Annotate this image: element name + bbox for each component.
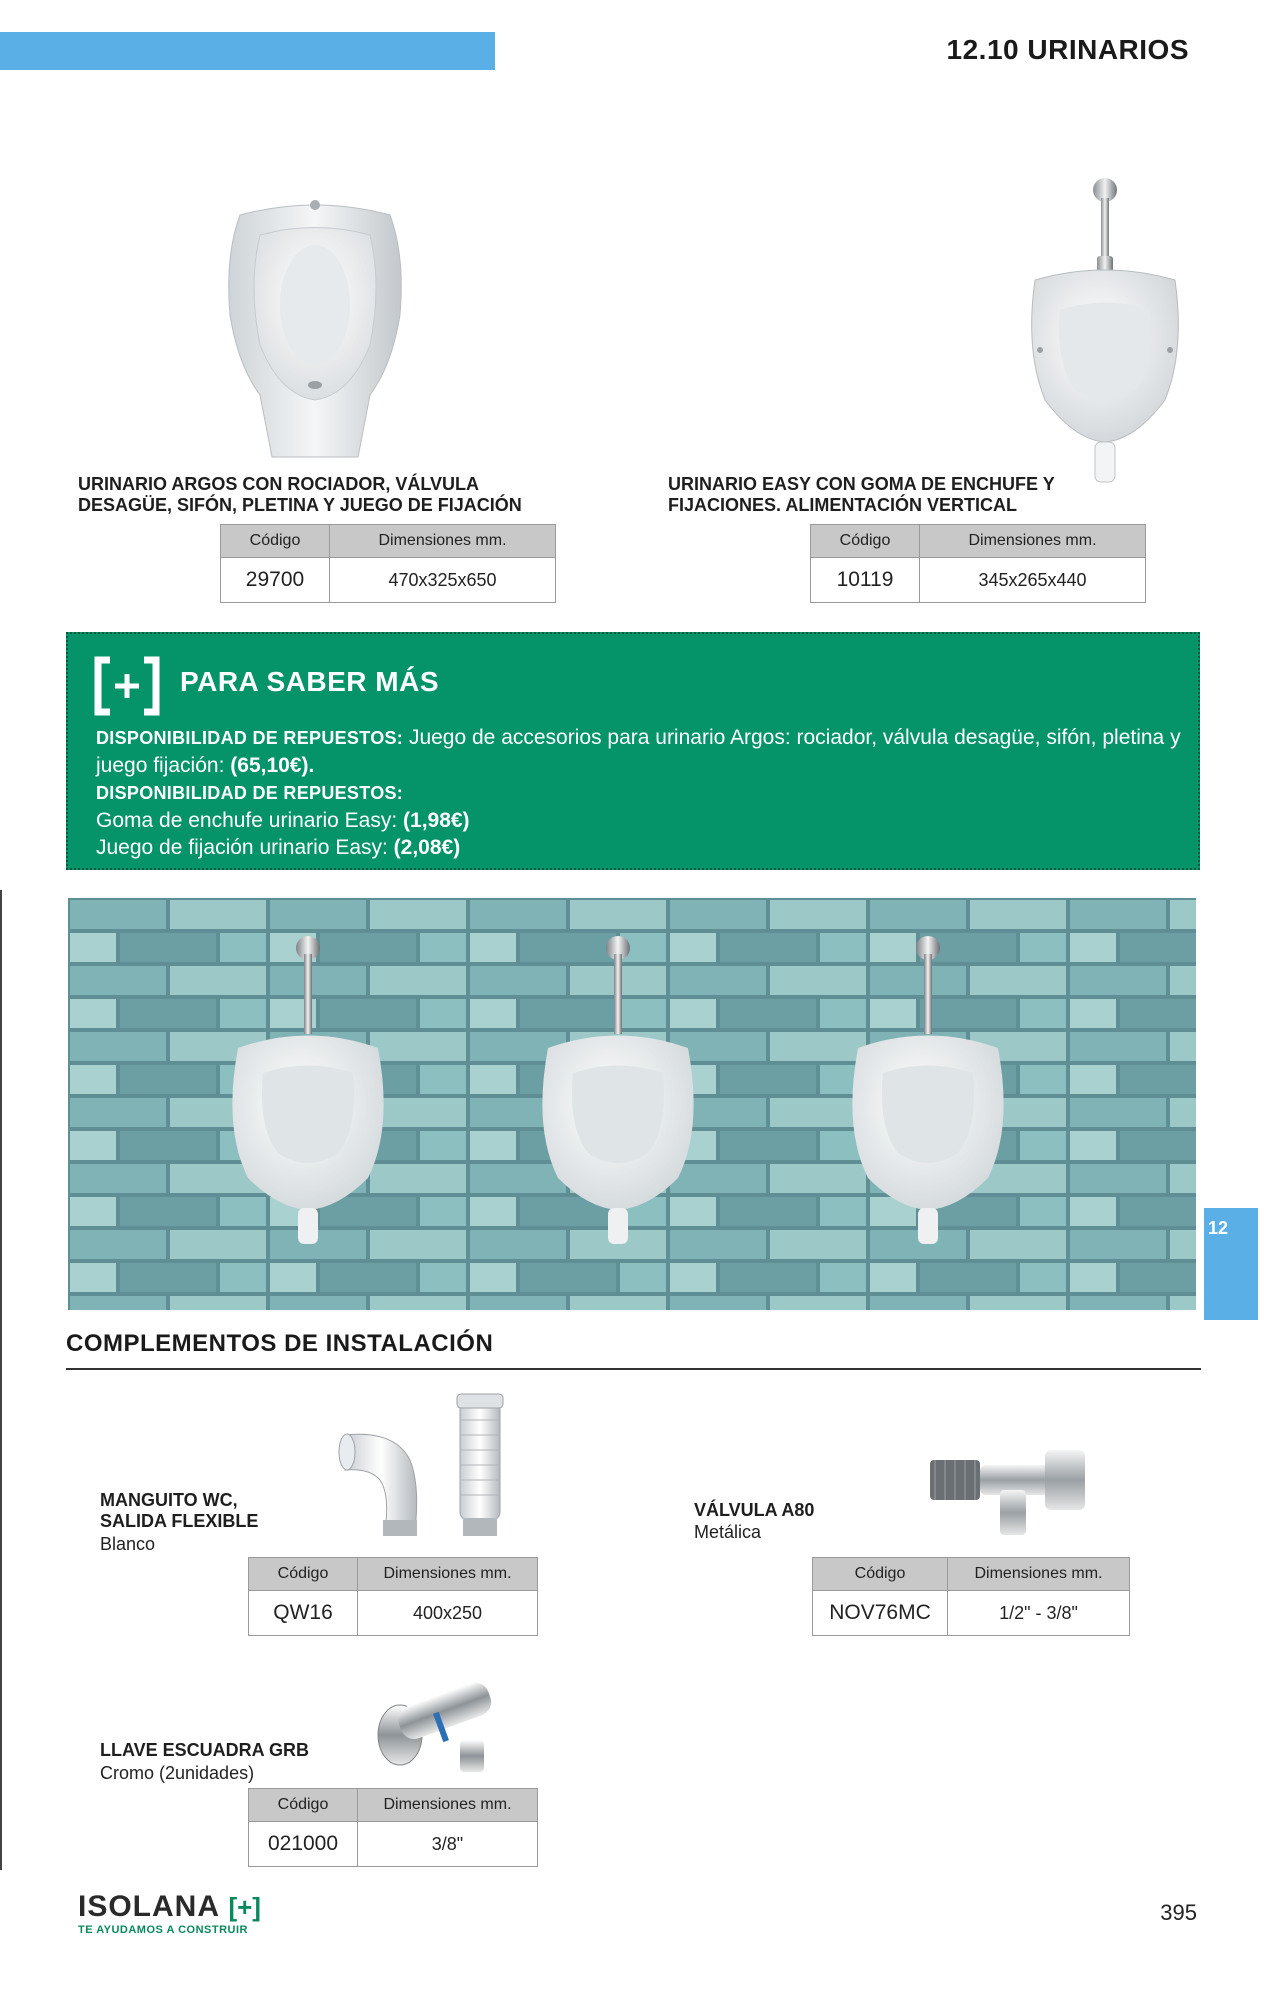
valvula-a80-image (925, 1435, 1095, 1545)
llave-escuadra-image (370, 1670, 520, 1780)
llave-title: LLAVE ESCUADRA GRB (100, 1740, 310, 1760)
manguito-title-line2: SALIDA FLEXIBLE (100, 1511, 259, 1531)
product-code: 10119 (811, 558, 920, 603)
spares-text: Juego de accesorios para urinario Argos: rociador, válvula desagüe, sifón, pletina y juego fijación: (96, 726, 1181, 777)
col-code-header: Código (221, 525, 330, 558)
manguito-spec-table (248, 1557, 538, 1636)
chapter-number: 12 (1208, 1218, 1229, 1238)
product-easy-spec-table (810, 524, 1146, 603)
valvula-spec-table (812, 1557, 1130, 1636)
product-easy-title (668, 474, 1055, 516)
info-box-body (96, 724, 1186, 861)
info-box-para-saber-mas (66, 632, 1200, 870)
spares-price: (65,10€). (230, 754, 315, 777)
llave-subtitle: Cromo (2unidades) (100, 1763, 255, 1783)
valvula-subtitle: Metálica (694, 1522, 762, 1542)
product-argos-title (78, 474, 522, 516)
col-code-header: Código (249, 1558, 358, 1591)
manguito-title-line1: MANGUITO WC, (100, 1490, 238, 1510)
product-dimensions: 3/8" (358, 1822, 538, 1867)
product-argos-title-line2: DESAGÜE, SIFÓN, PLETINA Y JUEGO DE FIJACIÓN (78, 495, 522, 515)
product-dimensions: 345x265x440 (920, 558, 1146, 603)
manguito-wc-image (335, 1390, 520, 1550)
col-dim-header: Dimensiones mm. (948, 1558, 1130, 1591)
product-argos-title-line1: URINARIO ARGOS CON ROCIADOR, VÁLVULA (78, 474, 480, 494)
product-dimensions: 400x250 (358, 1591, 538, 1636)
page-number: 395 (1160, 1900, 1197, 1925)
col-code-header: Código (811, 525, 920, 558)
spares-text: Goma de enchufe urinario Easy: (96, 809, 404, 832)
complementos-title: COMPLEMENTOS DE INSTALACIÓN (66, 1330, 494, 1357)
spares-price: (1,98€) (403, 809, 470, 832)
llave-spec-table (248, 1788, 538, 1867)
product-code: 021000 (249, 1822, 358, 1867)
product-easy-title-line1: URINARIO EASY CON GOMA DE ENCHUFE Y (668, 474, 1055, 494)
section-title: 12.10 URINARIOS (946, 34, 1189, 65)
col-dim-header: Dimensiones mm. (920, 525, 1146, 558)
col-code-header: Código (813, 1558, 948, 1591)
col-dim-header: Dimensiones mm. (330, 525, 556, 558)
spares-label: DISPONIBILIDAD DE REPUESTOS: (96, 783, 404, 803)
col-code-header: Código (249, 1789, 358, 1822)
plus-bracket-icon (94, 656, 160, 716)
brand-mark-icon: [+] (228, 1892, 261, 1922)
spares-text: Juego de fijación urinario Easy: (96, 836, 394, 859)
isolana-logo (78, 1890, 261, 1936)
info-box-title: PARA SABER MÁS (180, 666, 440, 697)
urinal-easy-image (1015, 170, 1190, 505)
product-easy-title-line2: FIJACIONES. ALIMENTACIÓN VERTICAL (668, 495, 1018, 515)
col-dim-header: Dimensiones mm. (358, 1789, 538, 1822)
product-code: NOV76MC (813, 1591, 948, 1636)
urinal-argos-image (220, 195, 410, 460)
valvula-title: VÁLVULA A80 (694, 1500, 815, 1520)
header-accent-bar (0, 32, 495, 70)
left-margin-line (0, 890, 2, 1870)
spares-price: (2,08€) (393, 836, 461, 859)
spares-label: DISPONIBILIDAD DE REPUESTOS: (96, 728, 404, 748)
product-code: QW16 (249, 1591, 358, 1636)
product-code: 29700 (221, 558, 330, 603)
col-dim-header: Dimensiones mm. (358, 1558, 538, 1591)
product-dimensions: 470x325x650 (330, 558, 556, 603)
manguito-title (100, 1490, 258, 1532)
chapter-tab (1204, 1208, 1258, 1320)
urinals-wall-photo (68, 898, 1196, 1310)
brand-name: ISOLANA (78, 1890, 220, 1923)
product-argos-spec-table (220, 524, 556, 603)
brand-slogan: TE AYUDAMOS A CONSTRUIR (78, 1924, 248, 1936)
product-dimensions: 1/2" - 3/8" (948, 1591, 1130, 1636)
complementos-divider (66, 1368, 1201, 1370)
manguito-subtitle: Blanco (100, 1534, 156, 1554)
